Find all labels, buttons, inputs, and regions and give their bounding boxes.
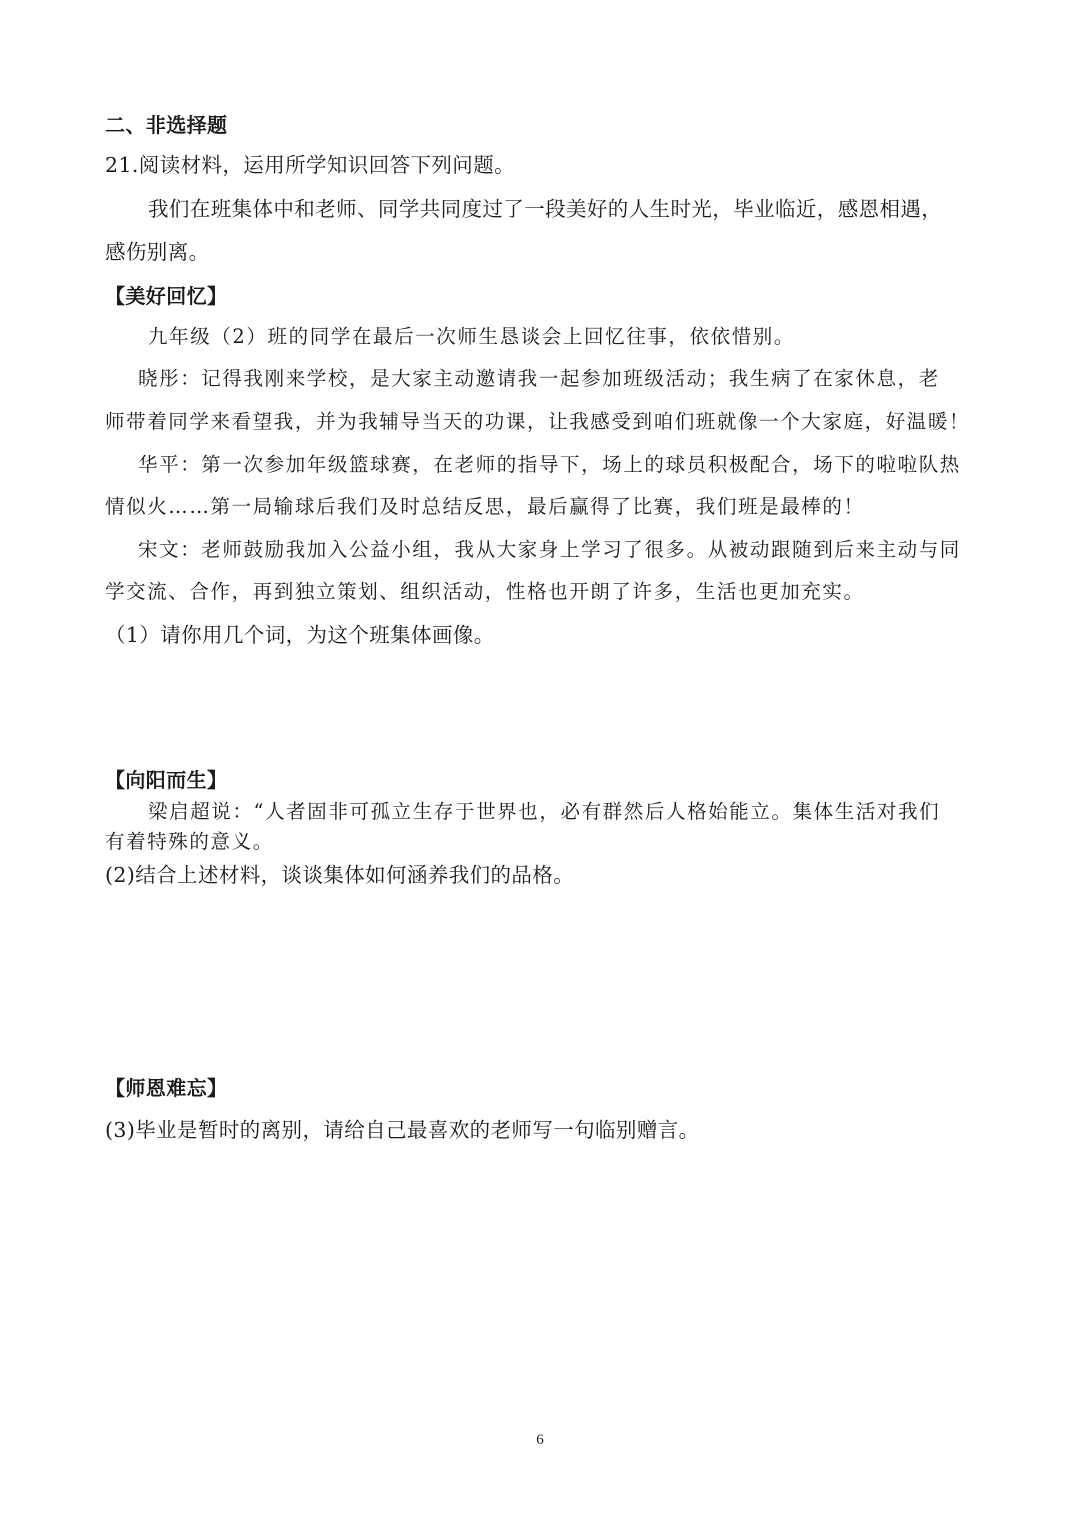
songwen-line-2: 学交流、合作，再到独立策划、组织活动，性格也开朗了许多，生活也更加充实。 [105,580,865,603]
intro-paragraph-line-1: 我们在班集体中和老师、同学共同度过了一段美好的人生时光，毕业临近，感恩相遇， [148,197,943,221]
quote-line-2: 有着特殊的意义。 [105,830,274,853]
page-number: 6 [536,1432,544,1448]
section-title: 二、非选择题 [105,113,228,137]
part1-heading: 【美好回忆】 [105,284,228,308]
part3-question: (3)毕业是暂时的离别，请给自己最喜欢的老师写一句临别赠言。 [105,1118,700,1142]
part2-question: (2)结合上述材料，谈谈集体如何涵养我们的品格。 [105,863,575,887]
xiaotong-line-2: 师带着同学来看望我，并为我辅导当天的功课，让我感受到咱们班就像一个大家庭，好温暖！ [105,410,971,433]
intro-paragraph-line-2: 感伤别离。 [105,240,210,264]
part3-heading: 【师恩难忘】 [105,1076,228,1100]
quote-line-1: 梁启超说：“人者固非可孤立生存于世界也，必有群然后人格始能立。集体生活对我们 [148,800,941,823]
part1-lead: 九年级（2）班的同学在最后一次师生恳谈会上回忆往事，依依惜别。 [148,325,796,348]
question-stem: 21.阅读材料，运用所学知识回答下列问题。 [105,153,516,177]
huaping-line-1: 华平：第一次参加年级篮球赛，在老师的指导下，场上的球员积极配合，场下的啦啦队热 [138,453,961,476]
huaping-line-2: 情似火……第一局输球后我们及时总结反思，最后赢得了比赛，我们班是最棒的！ [105,495,865,518]
part1-question: （1）请你用几个词，为这个班集体画像。 [105,623,495,647]
xiaotong-line-1: 晓彤：记得我刚来学校，是大家主动邀请我一起参加班级活动；我生病了在家休息，老 [138,367,940,390]
songwen-line-1: 宋文：老师鼓励我加入公益小组，我从大家身上学习了很多。从被动跟随到后来主动与同 [138,538,961,561]
part2-heading: 【向阳而生】 [105,768,228,792]
